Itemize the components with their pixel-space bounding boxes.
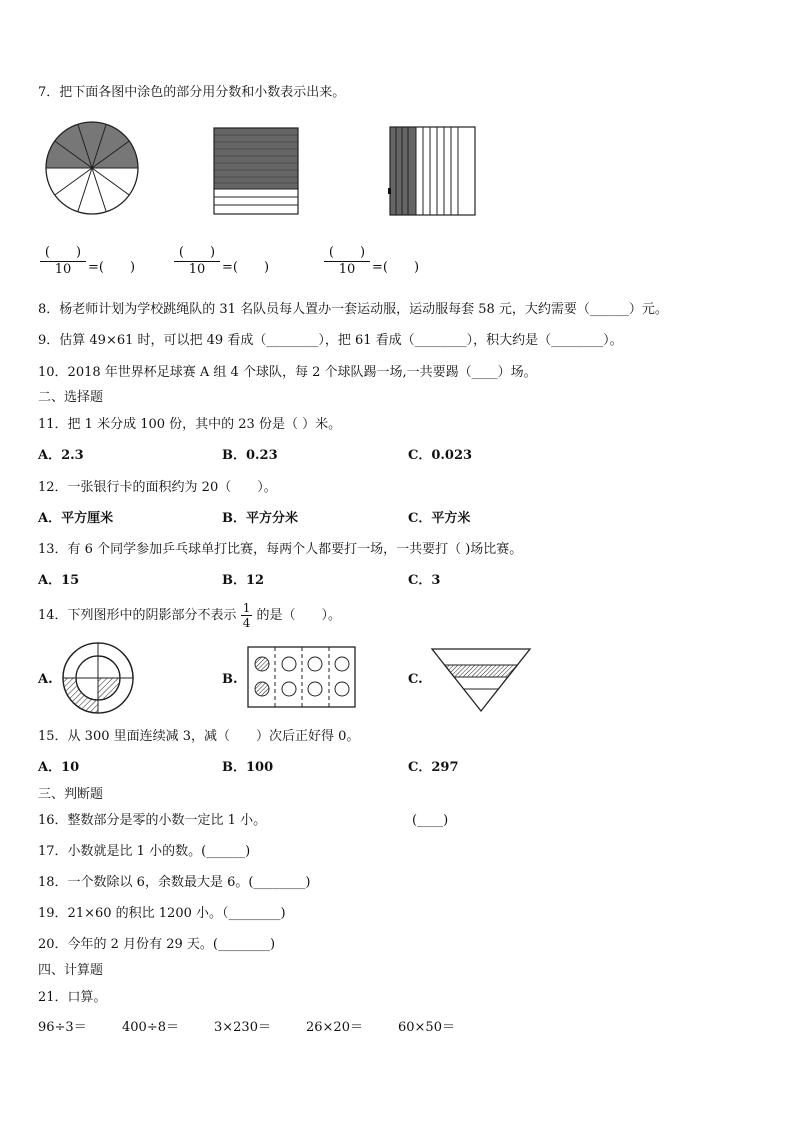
question-8: 8．杨老师计划为学校跳绳队的 31 名队员每人置办一套运动服，运动服每套 58 元，大约需要（______）元。 <box>38 302 668 317</box>
question-14: 14．下列图形中的阴影部分不表示 $\frac{1}{4}$ 的是（ ）。 <box>38 601 341 630</box>
section-heading-judge: 三、判断题 <box>38 787 104 802</box>
q15-option-c[interactable]: C．297 <box>408 760 459 775</box>
question-16: 16．整数部分是零的小数一定比 1 小。 <box>38 813 267 828</box>
fraction-blank-1: ( ) 10 <box>40 245 86 278</box>
circle-fraction-figure <box>40 120 144 218</box>
question-9: 9．估算 49×61 时，可以把 49 看成（________），把 61 看成（________），积大约是（________）。 <box>38 333 623 348</box>
q13-option-c[interactable]: C．3 <box>408 573 441 588</box>
question-12: 12．一张银行卡的面积约为 20（ ）。 <box>38 480 277 495</box>
fraction-one-quarter: $\frac{1}{4}$ <box>242 601 251 630</box>
q15-option-b[interactable]: B．100 <box>222 760 274 775</box>
question-15: 15．从 300 里面连续减 3，减（ ）次后正好得 0。 <box>38 729 360 744</box>
calc-item: 3×230＝ <box>214 1020 271 1035</box>
q16-answer-blank[interactable]: (____) <box>412 813 449 828</box>
calc-item: 96÷3＝ <box>38 1020 87 1035</box>
q11-option-c[interactable]: C．0.023 <box>408 448 473 463</box>
question-18: 18．一个数除以 6，余数最大是 6。(________) <box>38 875 311 890</box>
question-10: 10．2018 年世界杯足球赛 A 组 4 个球队，每 2 个球队踢一场,一共要踢（____）场。 <box>38 365 537 380</box>
question-21: 21．口算。 <box>38 990 107 1005</box>
question-17: 17．小数就是比 1 小的数。(______) <box>38 844 251 859</box>
calc-item: 400÷8＝ <box>122 1020 179 1035</box>
q14-option-a[interactable]: A. <box>38 672 53 687</box>
circles-grid-figure-b <box>247 646 357 710</box>
question-7: 7．把下面各图中涂色的部分用分数和小数表示出来。 <box>38 85 346 100</box>
q12-option-b[interactable]: B．平方分米 <box>222 511 298 526</box>
q11-option-b[interactable]: B．0.23 <box>222 448 278 463</box>
section-heading-calc: 四、计算题 <box>38 963 104 978</box>
decimal-blank-2: =( ) <box>222 260 270 275</box>
calc-item: 26×20＝ <box>306 1020 363 1035</box>
decimal-blank-1: =( ) <box>88 260 136 275</box>
fraction-blank-3: ( ) 10 <box>324 245 370 278</box>
question-13: 13．有 6 个同学参加乒乓球单打比赛，每两个人都要打一场，一共要打（ )场比赛。 <box>38 542 523 557</box>
question-11: 11．把 1 米分成 100 份，其中的 23 份是（ ）米。 <box>38 417 342 432</box>
section-heading-choice: 二、选择题 <box>38 390 104 405</box>
vertical-strips-figure <box>388 126 478 218</box>
q13-option-a[interactable]: A．15 <box>38 573 80 588</box>
question-20: 20．今年的 2 月份有 29 天。(________) <box>38 937 276 952</box>
q14-option-b[interactable]: B. <box>222 672 238 687</box>
q11-option-a[interactable]: A．2.3 <box>38 448 84 463</box>
fraction-blank-2: ( ) 10 <box>174 245 220 278</box>
q13-option-b[interactable]: B．12 <box>222 573 265 588</box>
horizontal-strips-figure <box>213 127 301 217</box>
q12-option-c[interactable]: C．平方米 <box>408 511 471 526</box>
q15-option-a[interactable]: A．10 <box>38 760 80 775</box>
q12-option-a[interactable]: A．平方厘米 <box>38 511 114 526</box>
question-19: 19．21×60 的积比 1200 小。（________) <box>38 906 286 921</box>
q14-option-c[interactable]: C. <box>408 672 423 687</box>
triangle-figure-c <box>430 646 532 714</box>
decimal-blank-3: =( ) <box>372 260 420 275</box>
calc-item: 60×50＝ <box>398 1020 455 1035</box>
ring-figure-a <box>60 640 136 716</box>
